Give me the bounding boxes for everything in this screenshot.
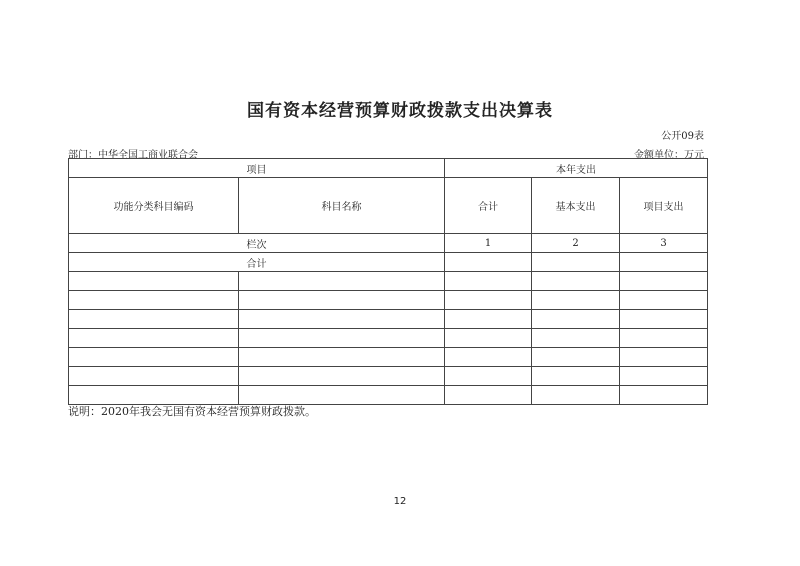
- total-cell: [532, 253, 620, 272]
- col-project-header: 项目支出: [620, 178, 708, 234]
- col-total-header: 合计: [445, 178, 532, 234]
- table-cell: [69, 348, 239, 367]
- table-cell: [69, 291, 239, 310]
- table-row: [69, 310, 708, 329]
- table-row: [69, 386, 708, 405]
- amount-unit-label: 金额单位：万元: [634, 150, 704, 161]
- col-basic-header: 基本支出: [532, 178, 620, 234]
- col-code-header: 功能分类科目编码: [69, 178, 239, 234]
- row-index-label: 栏次: [69, 234, 445, 253]
- table-cell: [620, 291, 708, 310]
- table-cell: [239, 272, 445, 291]
- table-cell: [620, 367, 708, 386]
- table-row: [69, 291, 708, 310]
- table-cell: [239, 348, 445, 367]
- table-cell: [532, 291, 620, 310]
- table-cell: [239, 367, 445, 386]
- index-cell-3: 3: [620, 234, 708, 253]
- table-cell: [445, 367, 532, 386]
- header-row-1: [69, 159, 708, 178]
- table-cell: [239, 310, 445, 329]
- table-cell: [532, 310, 620, 329]
- table-row: [69, 272, 708, 291]
- table-row: [69, 348, 708, 367]
- table-cell: [239, 329, 445, 348]
- table-cell: [620, 329, 708, 348]
- page-title: 国有资本经营预算财政拨款支出决算表: [247, 101, 553, 121]
- table-cell: [445, 291, 532, 310]
- table-cell: [532, 367, 620, 386]
- total-cell: [445, 253, 532, 272]
- table-row: [69, 367, 708, 386]
- table-row: [69, 329, 708, 348]
- table-cell: [239, 291, 445, 310]
- table-cell: [620, 272, 708, 291]
- table-cell: [620, 310, 708, 329]
- table-cell: [239, 386, 445, 405]
- table-cell: [532, 329, 620, 348]
- table-cell: [532, 386, 620, 405]
- current-year-header: 本年支出: [445, 159, 708, 178]
- total-cell: [620, 253, 708, 272]
- index-cell-2: 2: [532, 234, 620, 253]
- table-cell: [620, 348, 708, 367]
- expenditure-table: [68, 158, 708, 405]
- item-header: 项目: [69, 159, 445, 178]
- index-cell-1: 1: [445, 234, 532, 253]
- table-cell: [445, 310, 532, 329]
- form-number: 公开09表: [661, 131, 704, 142]
- explanatory-note: 说明：2020年我会无国有资本经营预算财政拨款。: [68, 405, 316, 418]
- table-cell: [445, 329, 532, 348]
- table-cell: [532, 272, 620, 291]
- table-cell: [445, 272, 532, 291]
- department-label: 部门：中华全国工商业联合会: [68, 150, 198, 161]
- col-name-header: 科目名称: [239, 178, 445, 234]
- header-row-2: [69, 178, 708, 234]
- page-number: 12: [393, 496, 407, 507]
- table-cell: [69, 329, 239, 348]
- index-row: [69, 234, 708, 253]
- table-cell: [69, 367, 239, 386]
- table-cell: [532, 348, 620, 367]
- table-cell: [620, 386, 708, 405]
- table-cell: [445, 348, 532, 367]
- table-cell: [69, 310, 239, 329]
- total-row: [69, 253, 708, 272]
- table-cell: [69, 386, 239, 405]
- table-cell: [445, 386, 532, 405]
- table-cell: [69, 272, 239, 291]
- total-label: 合计: [69, 253, 445, 272]
